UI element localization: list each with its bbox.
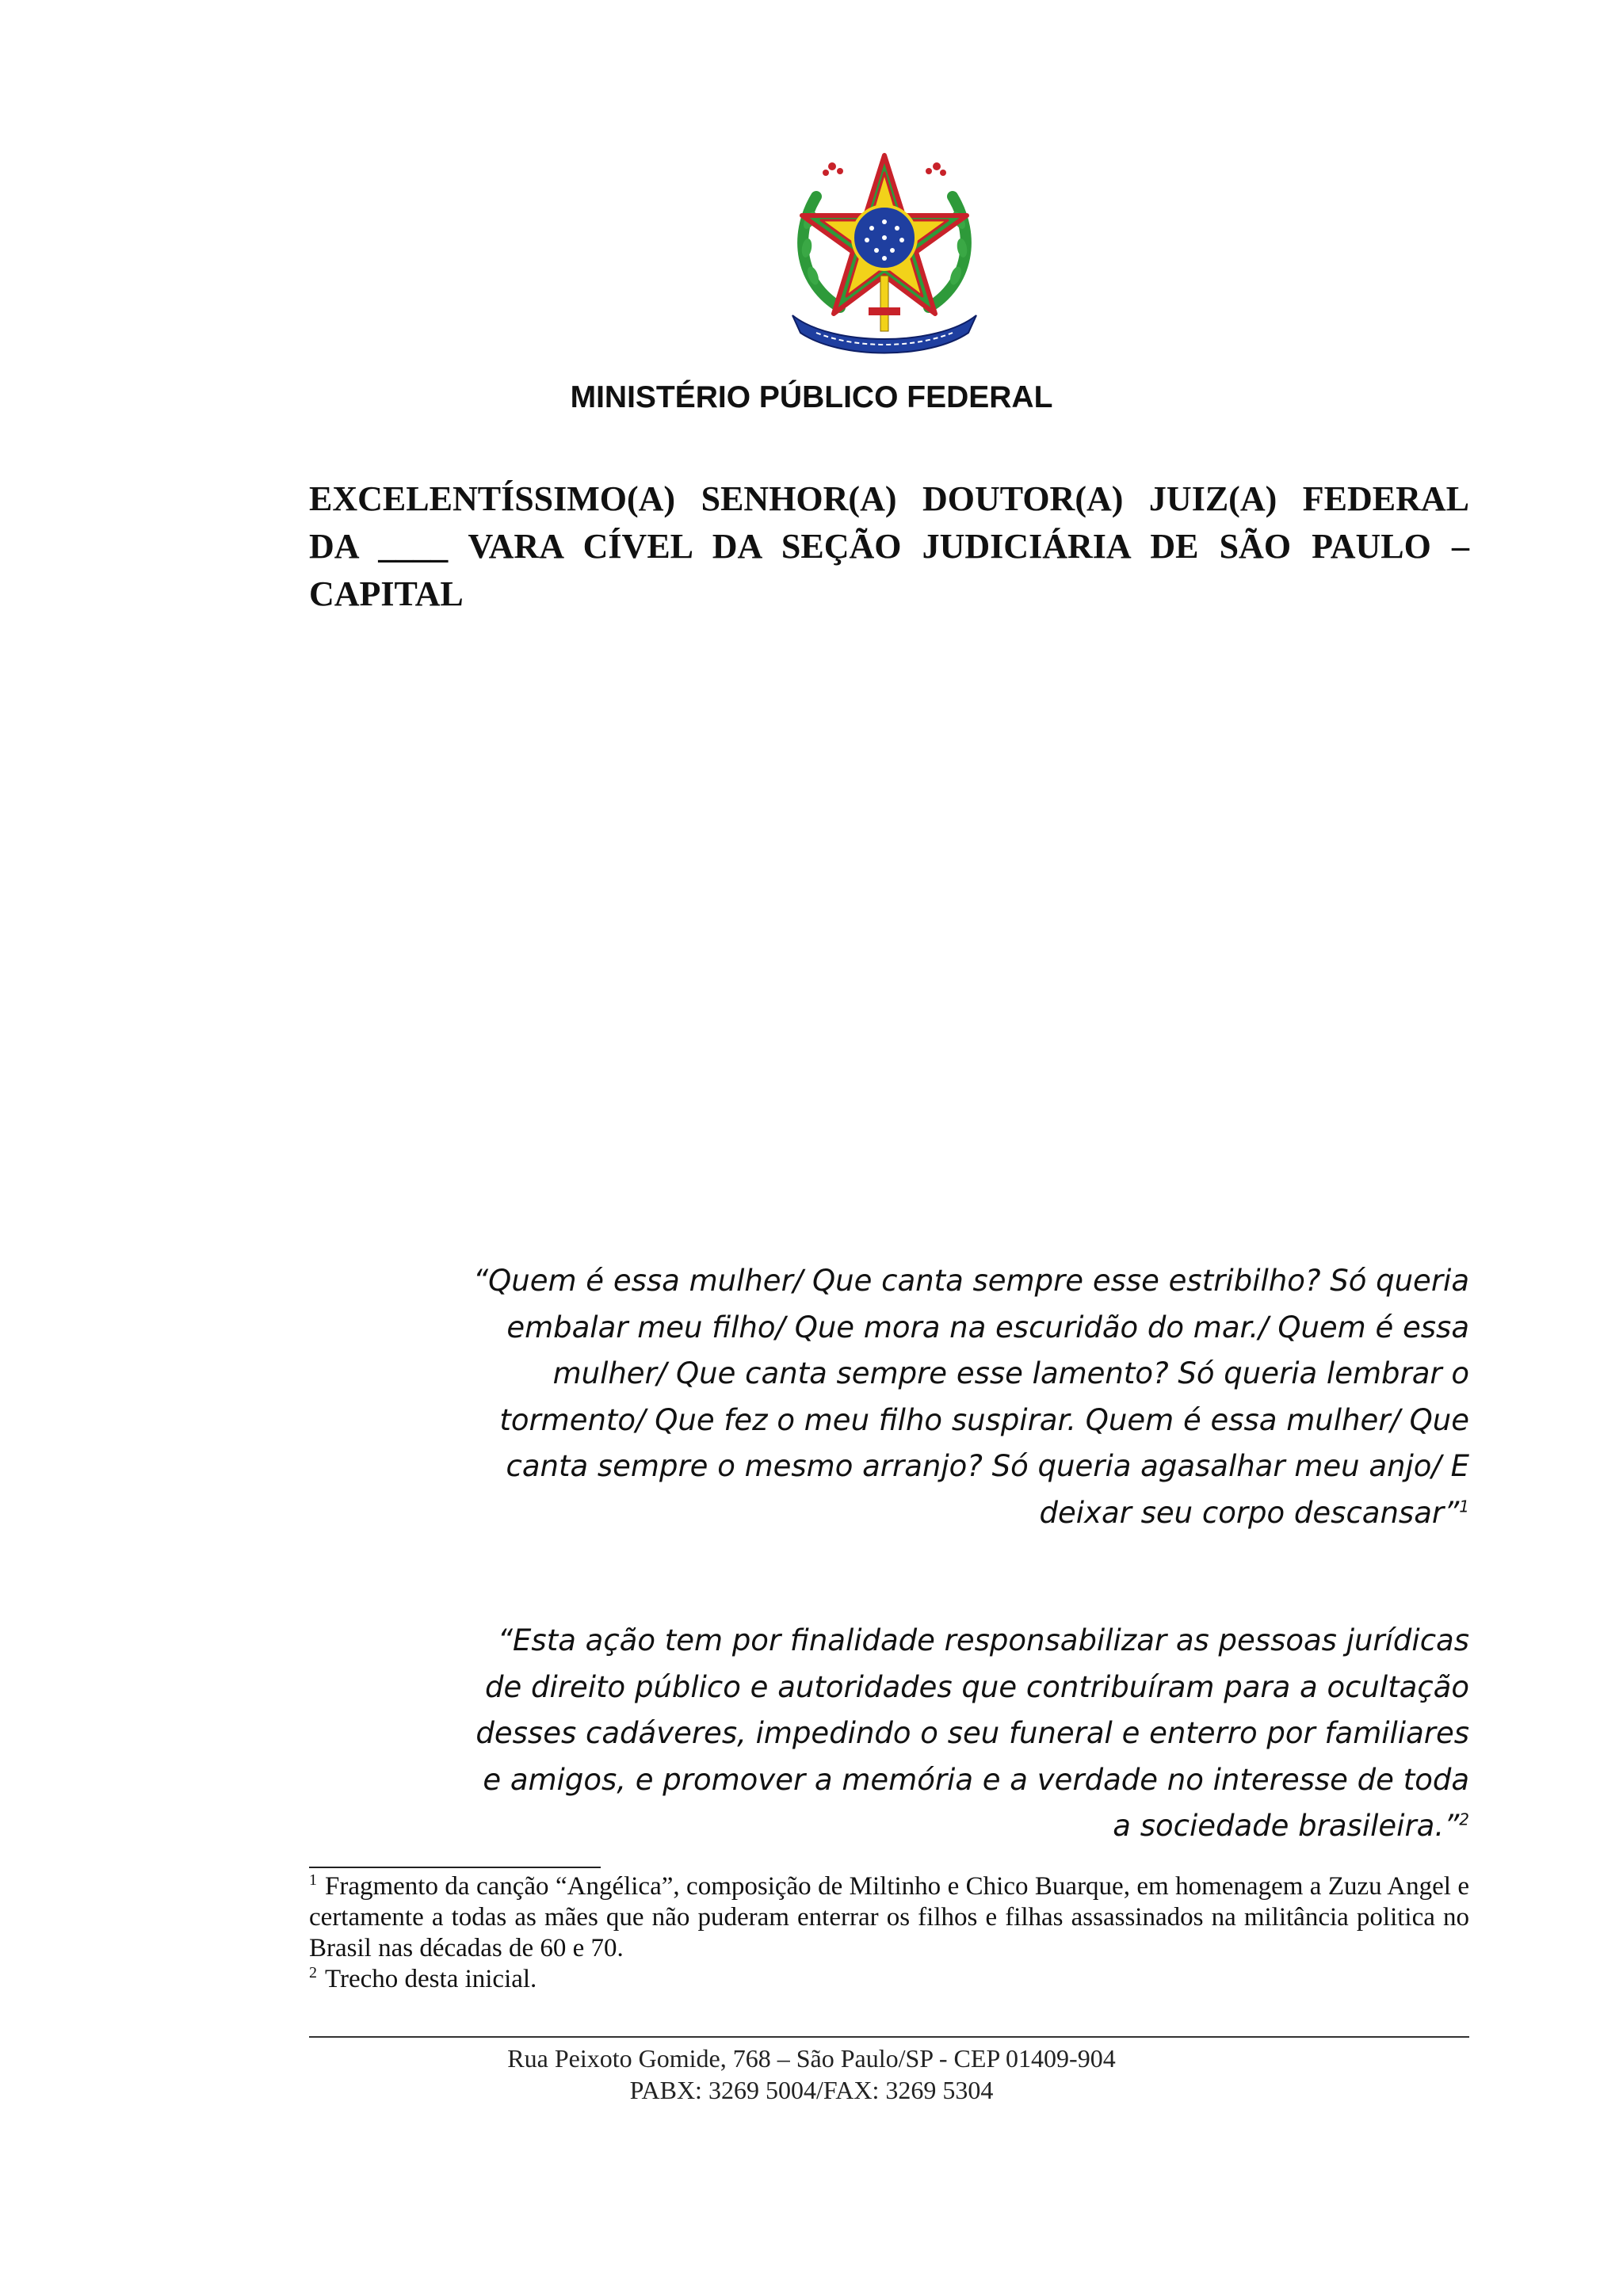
epigraph-quote xyxy=(468,1258,1469,1536)
addressee-heading xyxy=(309,475,1469,618)
footer-divider xyxy=(309,2036,1469,2038)
footer-address: Rua Peixoto Gomide, 768 – São Paulo/SP - CEP 01409-904 xyxy=(507,2044,1116,2073)
page-footer xyxy=(0,2042,1623,2106)
footnote-separator xyxy=(309,1867,601,1868)
addressee-line-3: CAPITAL xyxy=(309,574,464,613)
footnote-text: Fragmento da canção “Angélica”, composição de Miltinho e Chico Buarque, em homenagem a Zuzu Angel e certamente a todas as mães que não puderam enterrar os filhos e filhas assassinados na militância politica no Brasil nas décadas de 60 e 70. xyxy=(309,1872,1469,1962)
epigraph-quote xyxy=(468,1618,1469,1850)
footnote-reference: 2 xyxy=(1459,1810,1469,1829)
footnote xyxy=(309,1964,1469,1995)
footnote xyxy=(309,1871,1469,1964)
epigraph-text: “Quem é essa mulher/ Que canta sempre esse estribilho? Só queria embalar meu filho/ Que mora na escuridão do mar./ Quem é essa mulher/ Que canta sempre esse lamento? Só queria lembrar o tormento/ Que fez o meu filho suspirar. Quem é essa mulher/ Que canta sempre o mesmo arranjo? Só queria agasalhar meu anjo/ E deixar seu corpo descansar” xyxy=(473,1264,1469,1530)
footnote-reference: 1 xyxy=(1459,1497,1469,1516)
addressee-line-1: EXCELENTÍSSIMO(A) SENHOR(A) DOUTOR(A) JUIZ(A) FEDERAL xyxy=(309,479,1469,518)
footer-phone: PABX: 3269 5004/FAX: 3269 5304 xyxy=(629,2076,994,2104)
footnote-number: 1 xyxy=(309,1871,317,1889)
organization-title: MINISTÉRIO PÚBLICO FEDERAL xyxy=(570,380,1053,414)
epigraph-text: “Esta ação tem por finalidade responsabilizar as pessoas jurídicas de direito público e autoridades que contribuíram para a ocultação desses cadáveres, impedindo o seu funeral e enterro por familiares e amigos, e promover a memória e a verdade no interesse de toda a sociedade brasileira.” xyxy=(475,1623,1469,1843)
brazil-coat-of-arms-icon xyxy=(785,149,984,357)
addressee-line-2: DA ____ VARA CÍVEL DA SEÇÃO JUDICIÁRIA DE SÃO PAULO – xyxy=(309,527,1469,566)
footnote-text: Trecho desta inicial. xyxy=(325,1965,537,1993)
footnotes xyxy=(309,1871,1469,1995)
footnote-number: 2 xyxy=(309,1964,317,1981)
